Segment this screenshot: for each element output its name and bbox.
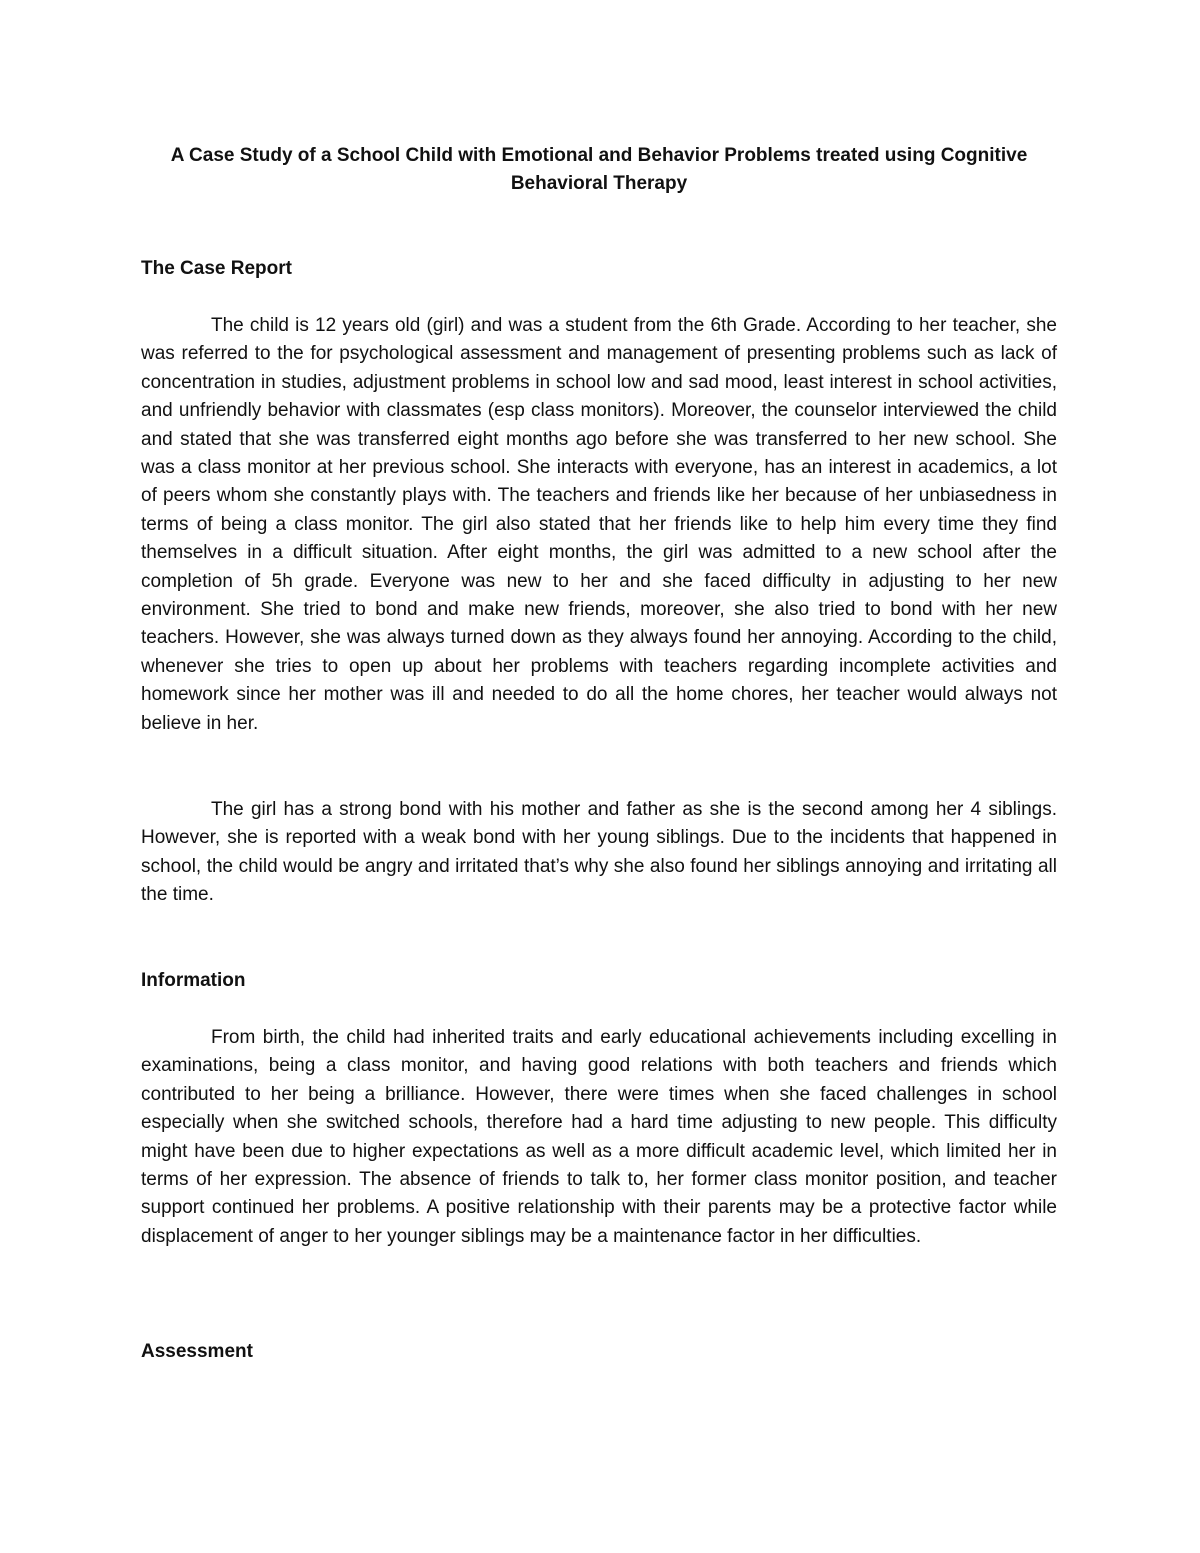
section-heading-assessment: Assessment <box>141 1341 253 1362</box>
case-report-paragraph-2: The girl has a strong bond with his mother and father as she is the second among her 4 siblings. However, she is reported with a weak bond with her young siblings. Due to the incidents that happened in school, the child would be angry and irritated that’s why she also found her siblings annoying and irritating all the time. <box>141 799 1057 906</box>
document-title: A Case Study of a School Child with Emotional and Behavior Problems treated using Cognitive Behavioral Therapy <box>170 145 1028 194</box>
section-heading-information: Information <box>141 970 246 991</box>
information-paragraph-1: From birth, the child had inherited traits and early educational achievements including excelling in examinations, being a class monitor, and having good relations with both teachers and friends which contributed to her being a brilliance. However, there were times when she faced challenges in school especially when she switched schools, therefore had a hard time adjusting to new people. This difficulty might have been due to higher expectations as well as a more difficult academic level, which limited her in terms of her expression. The absence of friends to talk to, her former class monitor position, and teacher support continued her problems. A positive relationship with their parents may be a protective factor while displacement of anger to her younger siblings may be a maintenance factor in her difficulties. <box>141 1027 1057 1247</box>
section-heading-case-report: The Case Report <box>141 258 292 279</box>
case-report-paragraph-1: The child is 12 years old (girl) and was a student from the 6th Grade. According to her teacher, she was referred to the for psychological assessment and management of presenting problems such as lack of concentration in studies, adjustment problems in school low and sad mood, least interest in school activities, and unfriendly behavior with classmates (esp class monitors). Moreover, the counselor interviewed the child and stated that she was transferred eight months ago before she was transferred to her new school. She was a class monitor at her previous school. She interacts with everyone, has an interest in academics, a lot of peers whom she constantly plays with. The teachers and friends like her because of her unbiasedness in terms of being a class monitor. The girl also stated that her friends like to help him every time they find themselves in a difficult situation. After eight months, the girl was admitted to a new school after the completion of 5h grade. Everyone was new to her and she faced difficulty in adjusting to her new environment. She tried to bond and make new friends, moreover, she also tried to bond with her new teachers. However, she was always turned down as they always found her annoying. According to the child, whenever she tries to open up about her problems with teachers regarding incomplete activities and homework since her mother was ill and needed to do all the home chores, her teacher would always not believe in her. <box>141 315 1057 734</box>
